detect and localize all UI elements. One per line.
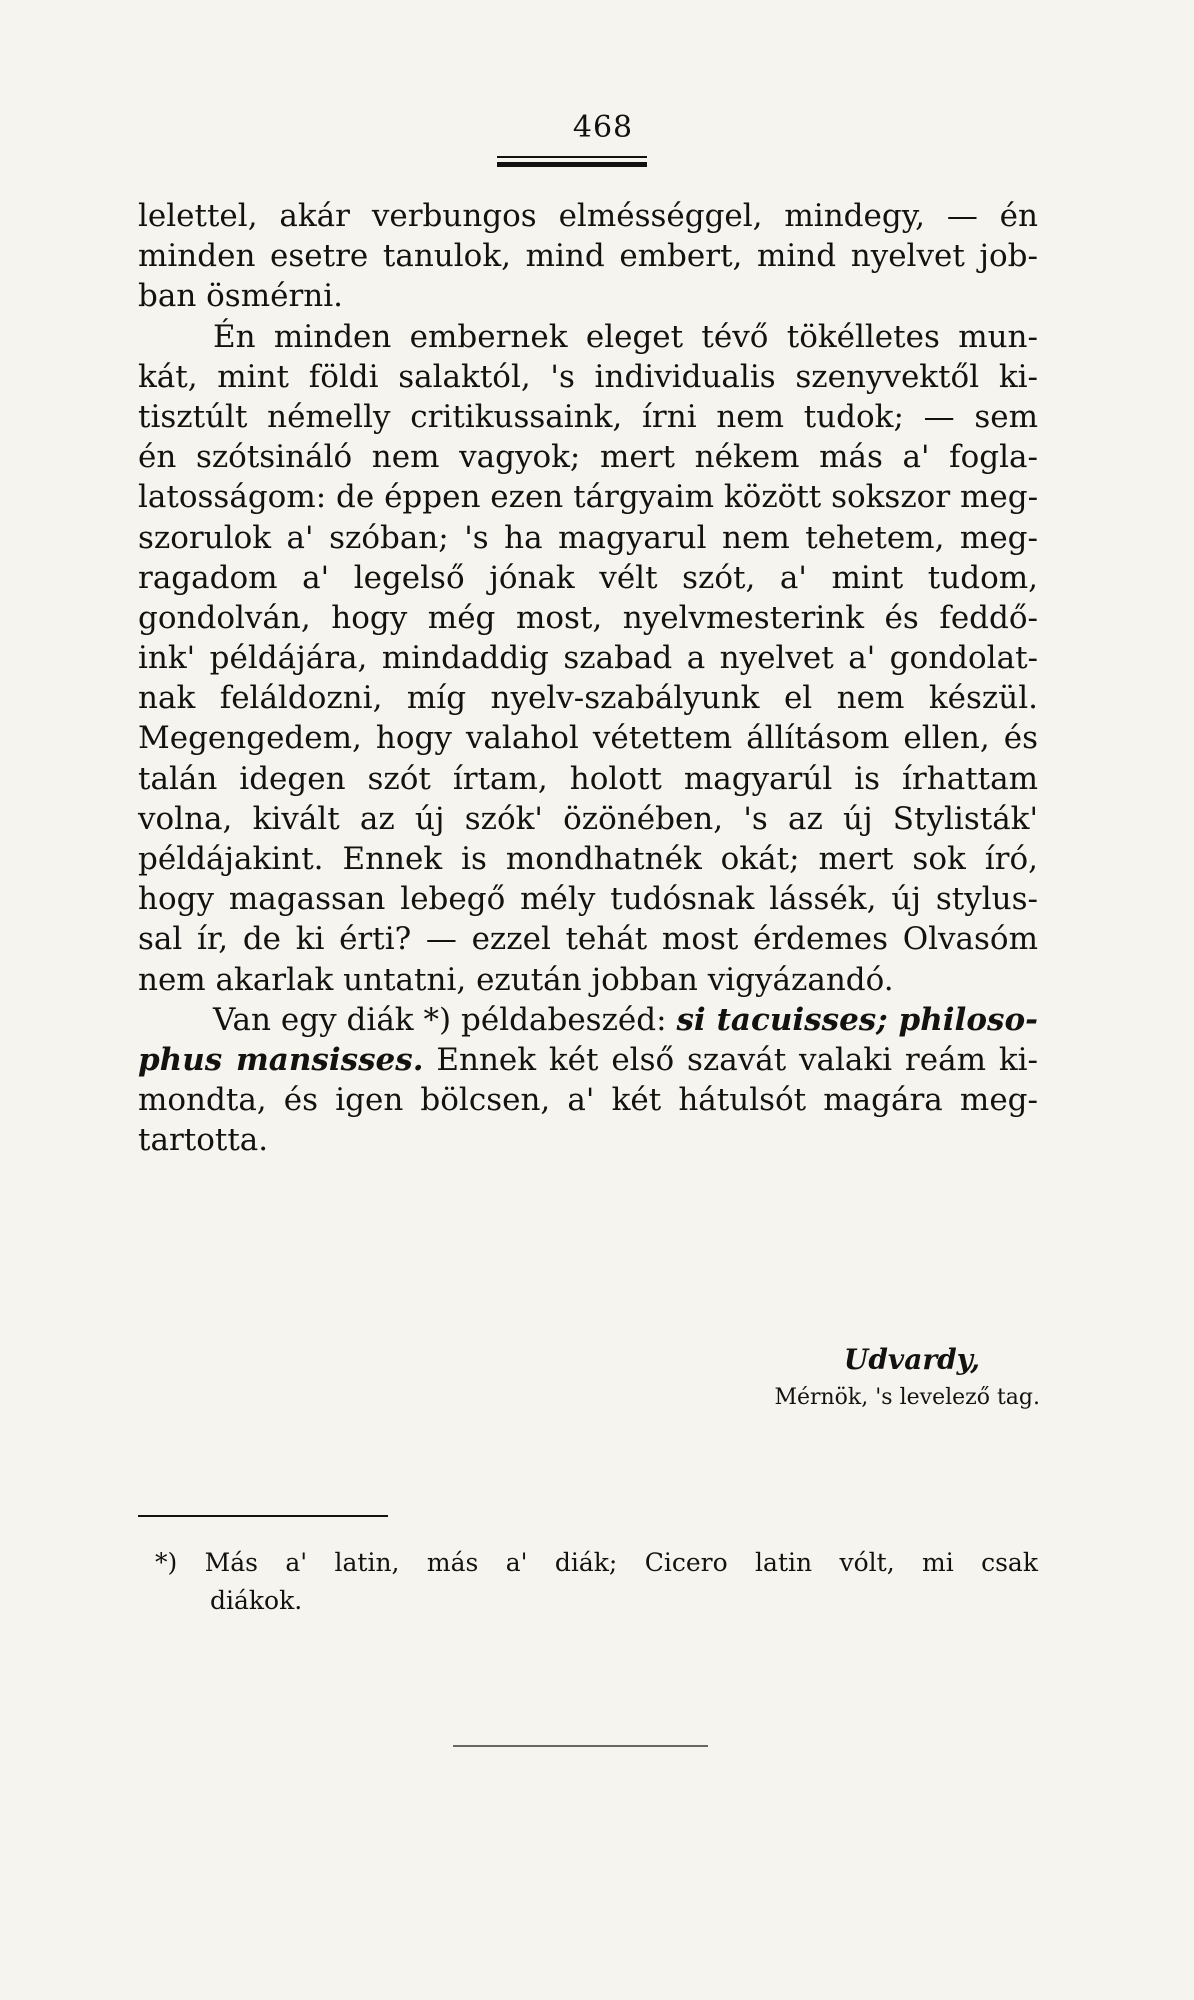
footnote-rule	[138, 1515, 388, 1517]
text-line: kát, mint földi salaktól, 's individualis szenyvektől ki-	[138, 358, 1038, 395]
signature-name: Udvardy,	[843, 1343, 980, 1376]
body-text	[138, 196, 1038, 1161]
text-line: ink' példájára, mindaddig szabad a nyelvet a' gondolat-	[138, 640, 1038, 677]
text-line: talán idegen szót írtam, holott magyarúl is írhattam	[138, 760, 1038, 797]
text-line: ragadom a' legelső jónak vélt szót, a' mint tudom,	[138, 559, 1038, 596]
footnote	[155, 1544, 1038, 1620]
text-line: példájakint. Ennek is mondhatnék okát; mert sok író,	[138, 841, 1038, 877]
header-rule-thin	[497, 156, 647, 158]
text-line: phus mansisses. Ennek két első szavát valaki reám ki-	[138, 1041, 1038, 1078]
footnote-line: diákok.	[210, 1586, 303, 1615]
text-line: nak feláldozni, míg nyelv-szabályunk el nem készül.	[138, 680, 1038, 717]
header-rule-thick	[497, 162, 647, 167]
text-line: gondolván, hogy még most, nyelvmesterink és feddő-	[138, 599, 1038, 636]
text-line: minden esetre tanulok, mind embert, mind nyelvet job-	[138, 238, 1038, 275]
text-line: lelettel, akár verbungos elmésséggel, mindegy, — én	[138, 198, 1038, 234]
text-line: mondta, és igen bölcsen, a' két hátulsót magára meg-	[138, 1082, 1038, 1119]
latin-proverb: si tacuisses; philoso-	[676, 1001, 1038, 1038]
text-line: Én minden embernek eleget tévő tökélletes mun-	[213, 318, 1038, 355]
latin-proverb: phus mansisses.	[138, 1041, 424, 1078]
page-number: 468	[572, 110, 634, 145]
text-line: latosságom: de éppen ezen tárgyaim között sokszor meg-	[138, 479, 1039, 516]
text-line: Van egy diák *) példabeszéd: si tacuisses; philoso-	[213, 1001, 1038, 1038]
text-line: volna, kivált az új szók' özönében, 's az új Stylisták'	[138, 800, 1038, 837]
text-line: tartotta.	[138, 1122, 269, 1159]
bottom-rule	[453, 1745, 708, 1747]
signature-role: Mérnök, 's levelező tag.	[774, 1385, 1040, 1410]
text-line: ban ösmérni.	[138, 278, 344, 315]
text-line: nem akarlak untatni, ezután jobban vigyázandó.	[138, 961, 894, 998]
text-line: sal ír, de ki érti? — ezzel tehát most érdemes Olvasóm	[138, 921, 1038, 958]
signature	[700, 1340, 1040, 1416]
text-line: Megengedem, hogy valahol vétettem állításom ellen, és	[138, 720, 1038, 757]
footnote-line: *) Más a' latin, más a' diák; Cicero latin vólt, mi csak	[155, 1548, 1038, 1577]
text-line: én szótsináló nem vagyok; mert nékem más a' fogla-	[138, 439, 1038, 476]
text-line: hogy magassan lebegő mély tudósnak lássék, új stylus-	[138, 881, 1038, 918]
text-line: szorulok a' szóban; 's ha magyarul nem tehetem, meg-	[138, 519, 1038, 556]
text-line: tisztúlt némelly critikussaink, írni nem tudok; — sem	[138, 398, 1038, 435]
